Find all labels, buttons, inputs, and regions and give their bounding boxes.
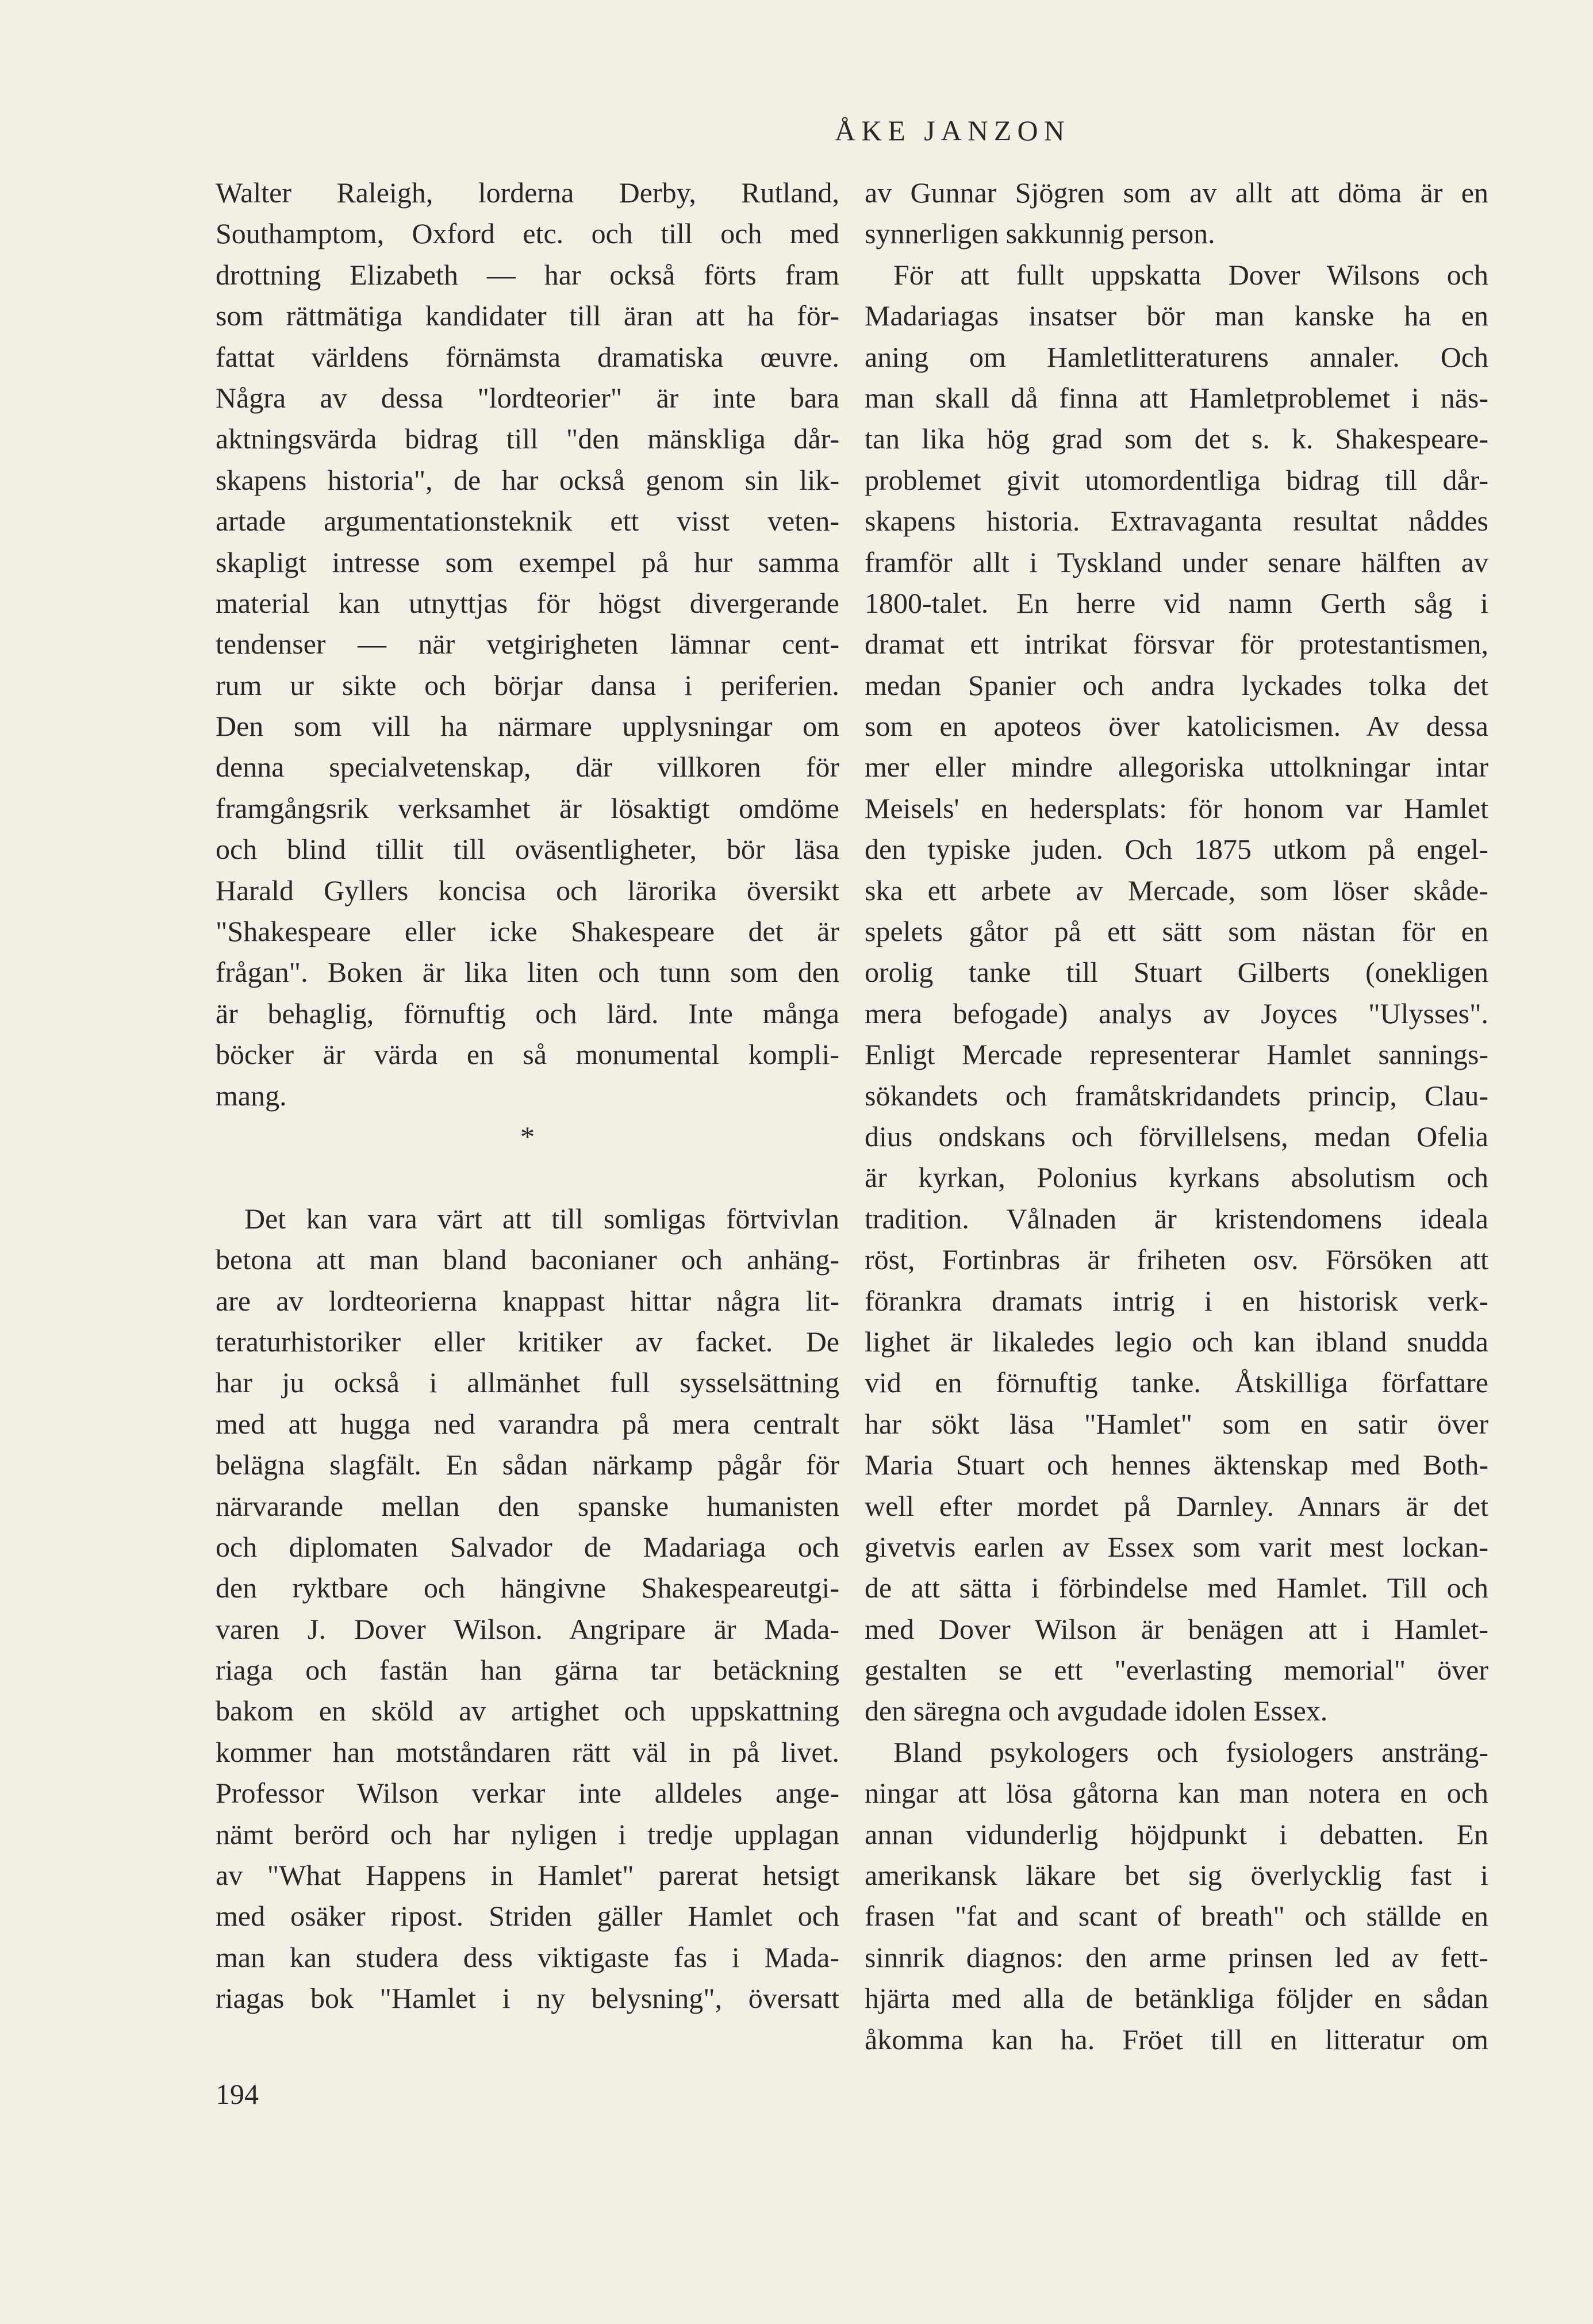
text-line: artade argumentationsteknik ett visst veten- (216, 505, 839, 537)
text-line: amerikansk läkare bet sig överlycklig fast i (865, 1859, 1488, 1892)
text-line: well efter mordet på Darnley. Annars är det (865, 1489, 1488, 1522)
text-line: mera befogade) analys av Joyces "Ulysses". (865, 997, 1488, 1030)
text-line: Professor Wilson verkar inte alldeles ange- (216, 1777, 839, 1810)
text-line: kommer han motståndaren rätt väl in på livet. (216, 1735, 839, 1768)
text-line: problemet givit utomordentliga bidrag till dår- (865, 463, 1488, 496)
text-line: givetvis earlen av Essex som varit mest lockan- (865, 1530, 1488, 1563)
text-line: Bland psykologers och fysiologers ansträng- (893, 1735, 1488, 1768)
text-line: med osäker ripost. Striden gäller Hamlet och (216, 1900, 839, 1933)
text-line: "Shakespeare eller icke Shakespeare det är (216, 915, 839, 948)
text-line: som rättmätiga kandidater till äran att ha för- (216, 299, 839, 332)
text-line: skapens historia. Extravaganta resultat nåddes (865, 505, 1488, 537)
text-line: har ju också i allmänhet full sysselsättning (216, 1366, 839, 1399)
text-line: ningar att lösa gåtorna kan man notera en och (865, 1777, 1488, 1810)
text-line: riagas bok "Hamlet i ny belysning", översatt (216, 1982, 839, 2015)
text-line: frågan". Boken är lika liten och tunn som den (216, 956, 839, 989)
text-line: närvarande mellan den spanske humanisten (216, 1489, 839, 1522)
page-number: 194 (216, 2078, 259, 2110)
text-line: Enligt Mercade representerar Hamlet sannings- (865, 1038, 1488, 1071)
text-line: Några av dessa "lordteorier" är inte bara (216, 381, 839, 414)
text-line: material kan utnyttjas för högst divergerande (216, 586, 839, 619)
text-line: ska ett arbete av Mercade, som löser skåde- (865, 874, 1488, 906)
text-line: denna specialvetenskap, där villkoren för (216, 751, 839, 783)
text-line: åkomma kan ha. Fröet till en litteratur om (865, 2023, 1488, 2056)
text-line: dramat ett intrikat försvar för protestantismen, (865, 628, 1488, 660)
text-line: av Gunnar Sjögren som av allt att döma är en (865, 176, 1488, 209)
text-line: av "What Happens in Hamlet" parerat hetsigt (216, 1859, 839, 1892)
text-line: den ryktbare och hängivne Shakespeareutgi- (216, 1572, 839, 1604)
text-line: drottning Elizabeth — har också förts fram (216, 258, 839, 291)
text-line: are av lordteorierna knappast hittar några lit- (216, 1284, 839, 1317)
text-line: annan vidunderlig höjdpunkt i debatten. En (865, 1818, 1488, 1850)
text-line: och diplomaten Salvador de Madariaga och (216, 1530, 839, 1563)
text-line: Det kan vara värt att till somligas förtvivlan (244, 1202, 839, 1235)
text-line: den typiske juden. Och 1875 utkom på engel- (865, 833, 1488, 866)
text-line: Madariagas insatser bör man kanske ha en (865, 299, 1488, 332)
text-line: sinnrik diagnos: den arme prinsen led av fett- (865, 1941, 1488, 1973)
text-line: För att fullt uppskatta Dover Wilsons och (893, 258, 1488, 291)
text-line: betona att man bland baconianer och anhäng- (216, 1243, 839, 1276)
section-spacer (216, 1157, 839, 1198)
text-line: tan lika hög grad som det s. k. Shakespeare- (865, 422, 1488, 455)
text-line: aktningsvärda bidrag till "den mänskliga dår- (216, 422, 839, 455)
left-column (216, 172, 839, 2019)
text-line: röst, Fortinbras är friheten osv. Försöken att (865, 1243, 1488, 1276)
text-line: frasen "fat and scant of breath" och ställde en (865, 1900, 1488, 1933)
text-line: skapens historia", de har också genom sin lik- (216, 463, 839, 496)
text-line: skapligt intresse som exempel på hur samma (216, 546, 839, 578)
text-line: med Dover Wilson är benägen att i Hamlet- (865, 1612, 1488, 1645)
text-line: Harald Gyllers koncisa och lärorika översikt (216, 874, 839, 906)
text-line: rum ur sikte och börjar dansa i periferien. (216, 669, 839, 701)
text-line: Southamptom, Oxford etc. och till och med (216, 217, 839, 250)
text-line: Maria Stuart och hennes äktenskap med Both- (865, 1449, 1488, 1481)
text-line: bakom en sköld av artighet och uppskattning (216, 1695, 839, 1727)
text-line: de att sätta i förbindelse med Hamlet. Till och (865, 1572, 1488, 1604)
text-line: böcker är värda en så monumental kompli- (216, 1038, 839, 1071)
text-line: framgångsrik verksamhet är lösaktigt omdöme (216, 792, 839, 824)
text-line: orolig tanke till Stuart Gilberts (onekligen (865, 956, 1488, 989)
running-head: ÅKE JANZON (835, 114, 1070, 147)
text-line: spelets gåtor på ett sätt som nästan för en (865, 915, 1488, 948)
text-line: 1800-talet. En herre vid namn Gerth såg i (865, 586, 1488, 619)
text-line: som en apoteos över katolicismen. Av dessa (865, 710, 1488, 743)
text-line: och blind tillit till oväsentligheter, bör läsa (216, 833, 839, 866)
text-line: är kyrkan, Polonius kyrkans absolutism och (865, 1161, 1488, 1194)
text-line: med att hugga ned varandra på mera centralt (216, 1407, 839, 1440)
text-line: har sökt läsa "Hamlet" som en satir över (865, 1407, 1488, 1440)
text-line: riaga och fastän han gärna tar betäckning (216, 1654, 839, 1687)
text-line: lighet är likaledes legio och kan ibland snudda (865, 1325, 1488, 1358)
text-line: är behaglig, förnuftig och lärd. Inte många (216, 997, 839, 1030)
text-line: varen J. Dover Wilson. Angripare är Mada- (216, 1612, 839, 1645)
text-line: medan Spanier och andra lyckades tolka det (865, 669, 1488, 701)
text-line: förankra dramats intrig i en historisk verk- (865, 1284, 1488, 1317)
text-line: Meisels' en hedersplats: för honom var Hamlet (865, 792, 1488, 824)
text-line: synnerligen sakkunnig person. (865, 217, 1215, 250)
text-line: vid en förnuftig tanke. Åtskilliga författare (865, 1366, 1488, 1399)
text-line: teraturhistoriker eller kritiker av facket. De (216, 1325, 839, 1358)
text-line: nämt berörd och har nyligen i tredje upplagan (216, 1818, 839, 1850)
text-line: belägna slagfält. En sådan närkamp pågår för (216, 1449, 839, 1481)
text-line: man kan studera dess viktigaste fas i Mada- (216, 1941, 839, 1973)
text-line: aning om Hamletlitteraturens annaler. Och (865, 340, 1488, 373)
text-line: tendenser — när vetgirigheten lämnar cent- (216, 628, 839, 660)
right-column (865, 172, 1488, 2060)
text-line: mer eller mindre allegoriska uttolkningar intar (865, 751, 1488, 783)
section-separator: * (520, 1120, 535, 1153)
text-line: dius ondskans och förvillelsens, medan Ofelia (865, 1120, 1488, 1153)
text-line: den säregna och avgudade idolen Essex. (865, 1695, 1328, 1727)
text-line: fattat världens förnämsta dramatiska œuvre. (216, 340, 839, 373)
text-line: gestalten se ett "everlasting memorial" över (865, 1654, 1488, 1687)
text-line: Den som vill ha närmare upplysningar om (216, 710, 839, 743)
text-line: framför allt i Tyskland under senare hälften av (865, 546, 1488, 578)
text-line: tradition. Vålnaden är kristendomens ideala (865, 1202, 1488, 1235)
text-line: hjärta med alla de betänkliga följder en sådan (865, 1982, 1488, 2015)
text-line: sökandets och framåtskridandets princip, Clau- (865, 1079, 1488, 1112)
text-line: mang. (216, 1079, 287, 1112)
text-line: man skall då finna att Hamletproblemet i näs- (865, 381, 1488, 414)
text-line: Walter Raleigh, lorderna Derby, Rutland, (216, 176, 839, 209)
